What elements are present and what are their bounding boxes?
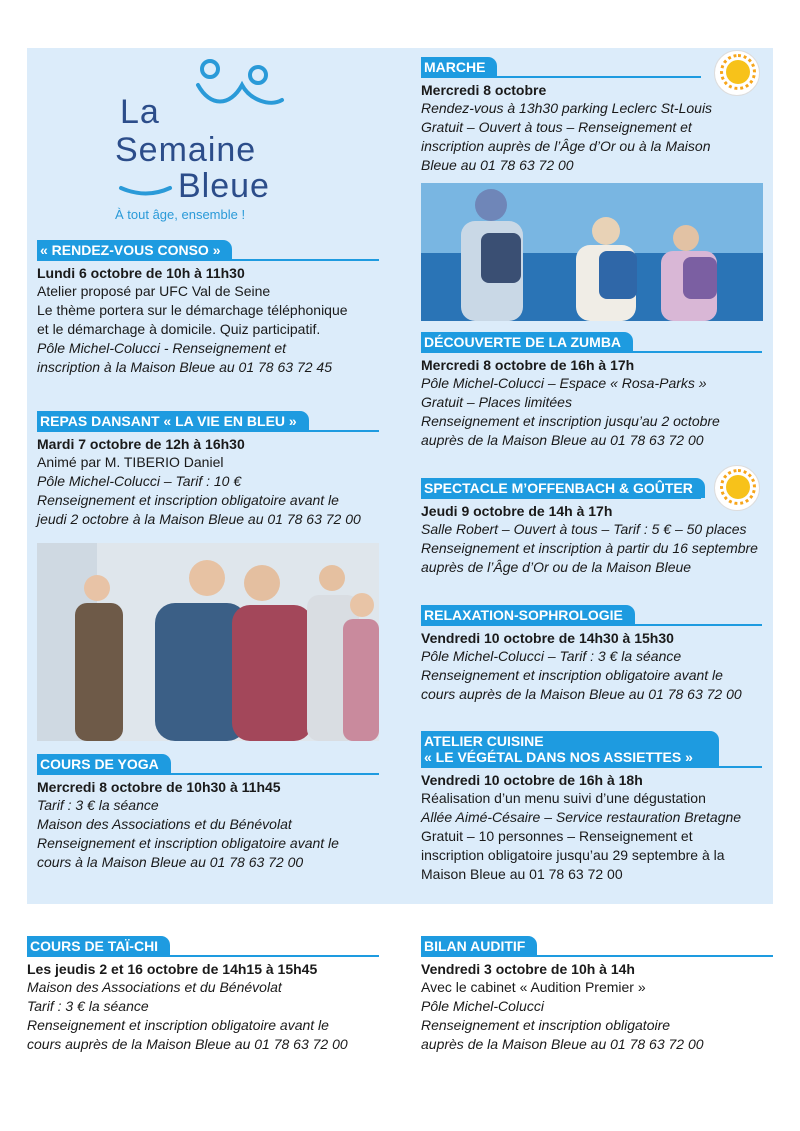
sun-icon xyxy=(726,60,750,84)
event-line: Animé par M. TIBERIO Daniel xyxy=(37,454,224,470)
logo-word-la: La xyxy=(120,93,160,131)
section-repas-dansant xyxy=(37,411,379,529)
event-line: Renseignement et inscription jusqu’au 2 octobre xyxy=(421,413,720,429)
event-line: auprès de l’Âge d’Or ou de la Maison Bleue xyxy=(421,559,692,575)
event-line: cours auprès de la Maison Bleue au 01 78 63 72 00 xyxy=(421,686,742,702)
section-header: BILAN AUDITIF xyxy=(421,936,537,956)
event-line: Allée Aimé-Césaire – Service restauration Bretagne xyxy=(421,809,742,825)
event-line: Gratuit – Ouvert à tous – Renseignement et xyxy=(421,119,692,135)
event-date: Vendredi 10 octobre de 14h30 à 15h30 xyxy=(421,630,674,646)
section-tai-chi xyxy=(27,936,379,1054)
event-line: Pôle Michel-Colucci - Renseignement et xyxy=(37,340,286,356)
event-date: Mercredi 8 octobre xyxy=(421,82,547,98)
section-marche xyxy=(421,57,762,175)
event-line: Bleue au 01 78 63 72 00 xyxy=(421,157,574,173)
logo-word-semaine: Semaine xyxy=(115,131,257,169)
event-line: Renseignement et inscription obligatoire xyxy=(421,1017,671,1033)
section-header: COURS DE YOGA xyxy=(37,754,171,774)
event-line: Le thème portera sur le démarchage téléphonique xyxy=(37,302,348,318)
event-line: jeudi 2 octobre à la Maison Bleue au 01 78 63 72 00 xyxy=(37,511,361,527)
event-line: Pôle Michel-Colucci xyxy=(421,998,544,1014)
section-header: SPECTACLE M’OFFENBACH & GOÛTER xyxy=(421,478,705,498)
event-line: auprès de la Maison Bleue au 01 78 63 72 00 xyxy=(421,1036,704,1052)
event-line: Renseignement et inscription obligatoire avant le xyxy=(37,835,339,851)
event-date: Mercredi 8 octobre de 16h à 17h xyxy=(421,357,635,373)
event-date: Mardi 7 octobre de 12h à 16h30 xyxy=(37,436,245,452)
logo-tagline: À tout âge, ensemble ! xyxy=(115,207,246,222)
age-dor-sun-badge xyxy=(714,50,760,96)
event-line: Gratuit – Places limitées xyxy=(421,394,572,410)
event-date: Vendredi 3 octobre de 10h à 14h xyxy=(421,961,635,977)
event-line: Atelier proposé par UFC Val de Seine xyxy=(37,283,271,299)
section-header: REPAS DANSANT « LA VIE EN BLEU » xyxy=(37,411,309,431)
section-cours-de-yoga xyxy=(37,754,379,872)
logo-word-bleue: Bleue xyxy=(178,167,270,205)
event-date: Les jeudis 2 et 16 octobre de 14h15 à 15h45 xyxy=(27,961,318,977)
section-header-line1: ATELIER CUISINE xyxy=(424,733,544,749)
event-line: Maison Bleue au 01 78 63 72 00 xyxy=(421,866,623,882)
event-line: et le démarchage à domicile. Quiz participatif. xyxy=(37,321,321,337)
section-header: MARCHE xyxy=(421,57,497,77)
event-line: inscription à la Maison Bleue au 01 78 63 72 45 xyxy=(37,359,332,375)
event-line: Renseignement et inscription obligatoire avant le xyxy=(421,667,723,683)
smile-icon xyxy=(118,183,178,203)
event-line: inscription auprès de l’Âge d’Or ou à la Maison xyxy=(421,138,711,154)
event-line: Rendez-vous à 13h30 parking Leclerc St-Louis xyxy=(421,100,713,116)
event-line: cours à la Maison Bleue au 01 78 63 72 00 xyxy=(37,854,304,870)
event-line: cours auprès de la Maison Bleue au 01 78 63 72 00 xyxy=(27,1036,348,1052)
event-line: Salle Robert – Ouvert à tous – Tarif : 5 € – 50 places xyxy=(421,521,747,537)
section-header: « RENDEZ-VOUS CONSO » xyxy=(37,240,232,260)
event-date: Mercredi 8 octobre de 10h30 à 11h45 xyxy=(37,779,281,795)
section-atelier-cuisine xyxy=(421,731,762,884)
section-header: RELAXATION-SOPHROLOGIE xyxy=(421,605,635,625)
event-date: Lundi 6 octobre de 10h à 11h30 xyxy=(37,265,245,281)
section-spectacle xyxy=(421,478,762,577)
event-date: Jeudi 9 octobre de 14h à 17h xyxy=(421,503,613,519)
event-line: Gratuit – 10 personnes – Renseignement et xyxy=(421,828,693,844)
event-line: Maison des Associations et du Bénévolat xyxy=(27,979,282,995)
event-line: Réalisation d’un menu suivi d’une dégustation xyxy=(421,790,706,806)
age-dor-sun-badge xyxy=(714,465,760,511)
section-relaxation xyxy=(421,605,762,704)
event-line: Renseignement et inscription à partir du 16 septembre xyxy=(421,540,758,556)
section-bilan-auditif xyxy=(421,936,773,1054)
dancing-couples-image xyxy=(37,543,379,741)
section-zumba xyxy=(421,332,762,450)
section-header: COURS DE TAÏ-CHI xyxy=(27,936,170,956)
dancing-photo xyxy=(37,543,379,741)
section-rendez-vous-conso xyxy=(37,240,379,377)
event-line: Avec le cabinet « Audition Premier » xyxy=(421,979,646,995)
event-line: Pôle Michel-Colucci – Tarif : 3 € la séance xyxy=(421,648,682,664)
section-header xyxy=(421,731,719,767)
event-line: Maison des Associations et du Bénévolat xyxy=(37,816,292,832)
event-line: Tarif : 3 € la séance xyxy=(27,998,149,1014)
hikers-image xyxy=(421,183,763,321)
event-line: inscription obligatoire jusqu’au 29 septembre à la xyxy=(421,847,725,863)
sun-icon xyxy=(726,475,750,499)
event-line: Renseignement et inscription obligatoire avant le xyxy=(37,492,339,508)
event-date: Vendredi 10 octobre de 16h à 18h xyxy=(421,772,643,788)
event-line: Tarif : 3 € la séance xyxy=(37,797,159,813)
event-line: Pôle Michel-Colucci – Espace « Rosa-Parks » xyxy=(421,375,707,391)
la-semaine-bleue-logo xyxy=(100,55,320,230)
walking-photo xyxy=(421,183,763,321)
event-line: auprès de la Maison Bleue au 01 78 63 72 00 xyxy=(421,432,704,448)
event-line: Pôle Michel-Colucci – Tarif : 10 € xyxy=(37,473,242,489)
section-header-line2: « LE VÉGÉTAL DANS NOS ASSIETTES » xyxy=(424,749,693,765)
event-line: Renseignement et inscription obligatoire avant le xyxy=(27,1017,329,1033)
section-header: DÉCOUVERTE DE LA ZUMBA xyxy=(421,332,633,352)
